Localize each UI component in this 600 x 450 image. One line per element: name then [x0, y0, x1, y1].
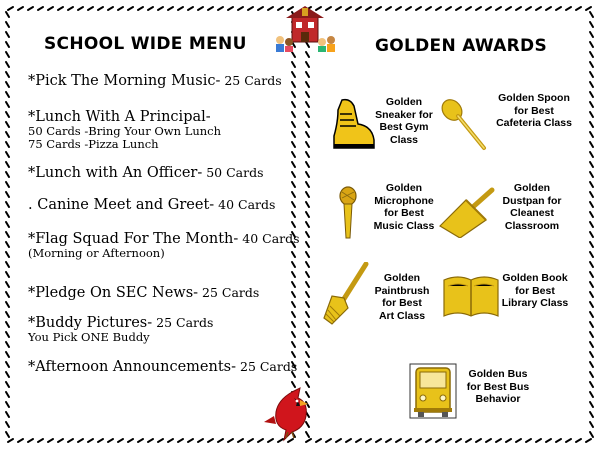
award-label-line: Behavior: [475, 393, 521, 405]
cardinal-icon: [262, 386, 318, 442]
award-label: [492, 92, 576, 130]
award-label-line: Classroom: [504, 219, 560, 232]
award-label: [372, 272, 432, 322]
award-label-line: Music Class: [373, 219, 435, 232]
dustpan-icon: [436, 186, 496, 238]
award-label-line: Dustpan for: [502, 194, 562, 207]
award-label: [462, 368, 534, 406]
award-label-line: Golden: [383, 272, 421, 284]
menu-item-label: *Lunch with An Officer-: [28, 165, 203, 181]
award-label: [494, 182, 570, 232]
award-label-line: Paintbrush: [374, 284, 430, 297]
menu-item-label: *Pledge On SEC News-: [28, 285, 199, 301]
award-label-line: Class: [389, 133, 419, 146]
menu-item-label: *Buddy Pictures-: [28, 315, 153, 331]
award-label-line: Golden: [513, 182, 551, 194]
menu-item: [28, 282, 259, 301]
award-label-line: Cleanest: [510, 207, 554, 219]
award-label: [494, 272, 576, 310]
menu-item: [28, 70, 282, 89]
menu-item-cost: 25 Cards: [152, 315, 214, 330]
menu-item-label: *Afternoon Announcements-: [28, 359, 237, 375]
menu-item: [28, 194, 275, 213]
menu-item-detail: (Morning or Afternoon): [28, 246, 165, 260]
award-label-line: Golden Book: [502, 272, 568, 284]
schoolhouse-icon: [272, 6, 338, 52]
award-label-line: Golden Spoon: [498, 92, 570, 104]
award-label-line: Golden: [385, 96, 423, 108]
menu-item-label: *Lunch With A Principal-: [28, 109, 211, 125]
award-label-line: Golden: [385, 182, 423, 194]
menu-item-detail: 50 Cards -Bring Your Own Lunch: [28, 124, 222, 138]
award-label-line: for Best: [514, 104, 554, 117]
award-label-line: Microphone: [374, 194, 434, 207]
menu-item-cost: 40 Cards: [238, 231, 300, 246]
award-label-line: for Best: [515, 284, 555, 297]
award-label-line: for Best: [384, 207, 424, 219]
microphone-icon: [332, 186, 364, 244]
menu-title: SCHOOL WIDE MENU: [44, 34, 247, 54]
menu-item-detail: 75 Cards -Pizza Lunch: [28, 137, 159, 151]
award-label: [372, 96, 436, 146]
award-label-line: Art Class: [378, 309, 426, 322]
menu-item-cost: 50 Cards: [202, 165, 264, 180]
menu-item: [28, 106, 221, 151]
bus-icon: [408, 362, 458, 420]
menu-item-label: . Canine Meet and Greet-: [28, 197, 215, 213]
award-label-line: Library Class: [501, 297, 569, 309]
awards-title: GOLDEN AWARDS: [375, 36, 547, 56]
menu-item-cost: 25 Cards: [198, 285, 260, 300]
menu-item: [28, 356, 297, 375]
award-label-line: for Best: [382, 297, 422, 309]
menu-item-detail: You Pick ONE Buddy: [28, 330, 150, 344]
award-label-line: Best Gym: [379, 121, 429, 133]
menu-item-cost: 40 Cards: [214, 197, 276, 212]
paintbrush-icon: [322, 262, 370, 328]
menu-item: [28, 162, 264, 181]
menu-item: [28, 228, 300, 260]
award-label-line: Sneaker for: [375, 108, 433, 121]
menu-item-label: *Flag Squad For The Month-: [28, 231, 239, 247]
menu-item-cost: 25 Cards: [236, 359, 298, 374]
book-icon: [442, 272, 500, 320]
award-label: [372, 182, 436, 232]
spoon-icon: [440, 96, 490, 154]
menu-item-label: *Pick The Morning Music-: [28, 73, 221, 89]
award-label-line: Golden Bus: [468, 368, 528, 380]
menu-item-cost: 25 Cards: [220, 73, 282, 88]
menu-item: [28, 312, 213, 344]
award-label-line: for Best Bus: [466, 380, 530, 393]
award-label-line: Cafeteria Class: [496, 117, 572, 129]
